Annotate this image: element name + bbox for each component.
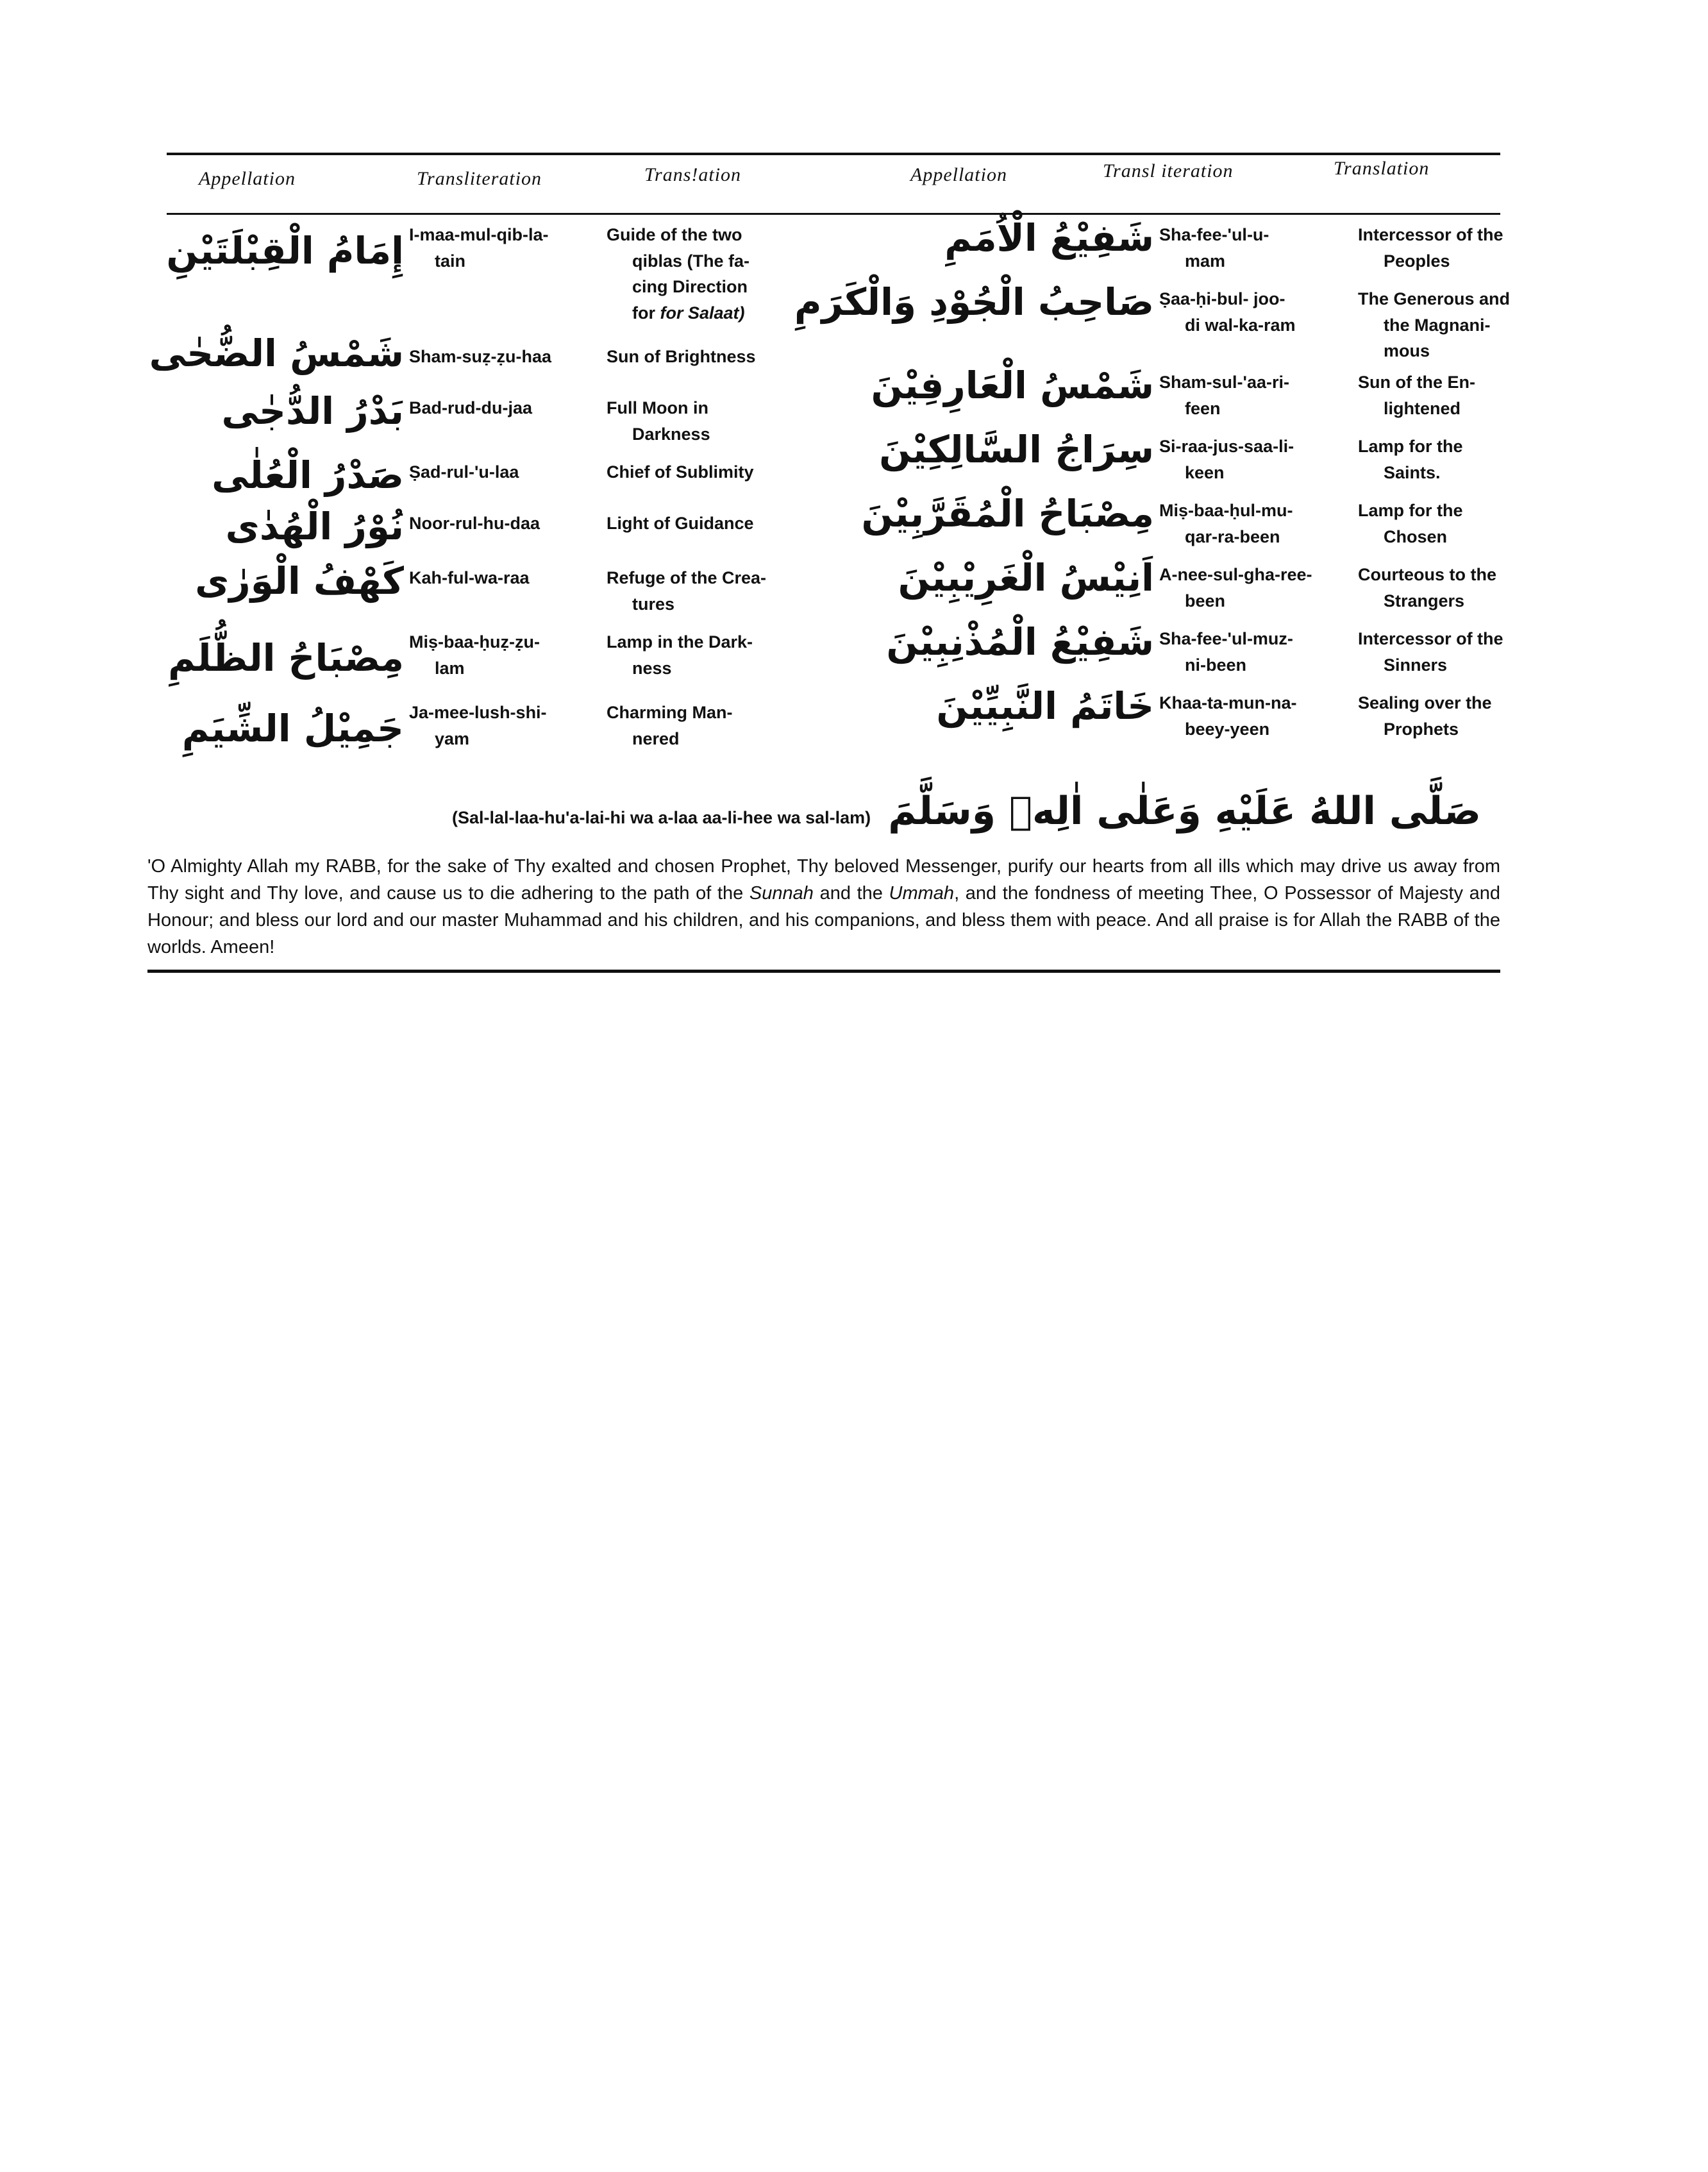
table-row xyxy=(167,455,833,507)
line: Ṣaa-ḥi-bul- joo- xyxy=(1159,289,1285,308)
table-row xyxy=(833,430,1500,494)
document-page xyxy=(147,147,1511,994)
transliteration: Sham-suẓ-ẓu-haa xyxy=(409,347,552,366)
translation: Chief of Sublimity xyxy=(607,462,754,482)
line: Ja-mee-lush-shi- xyxy=(409,703,547,722)
arabic-appellation: اَنِيْسُ الْغَرِيْبِيْنَ xyxy=(898,556,1154,600)
transliteration xyxy=(1159,222,1345,274)
line: Sinners xyxy=(1384,655,1448,675)
line: The Generous and xyxy=(1358,289,1511,308)
closing-salutation xyxy=(147,789,1500,846)
arabic-appellation: شَفِيْعُ الْمُذْنِبِيْنَ xyxy=(886,620,1154,664)
line: Sealing over the xyxy=(1358,693,1492,712)
header-left-transliteration: Transliteration xyxy=(417,168,542,189)
line: Si-raa-jus-saa-li- xyxy=(1159,437,1294,456)
transliteration xyxy=(1159,286,1345,338)
header-right-translation: Translation xyxy=(1334,158,1430,179)
transliteration xyxy=(409,222,582,274)
translation xyxy=(607,565,792,617)
bottom-rule xyxy=(147,970,1500,973)
translation xyxy=(1358,498,1537,550)
prayer-text-italic: Ummah xyxy=(889,883,955,904)
translation xyxy=(607,629,792,681)
table-row xyxy=(167,625,833,696)
line: the Magnani- xyxy=(1384,315,1491,335)
line: Sham-sul-'aa-ri- xyxy=(1159,373,1289,392)
line: Intercessor of the xyxy=(1358,225,1503,244)
line: Chosen xyxy=(1384,526,1448,546)
line: ni-been xyxy=(1185,655,1247,675)
line: tain xyxy=(435,251,466,271)
transliteration xyxy=(409,629,582,681)
table-row xyxy=(794,280,1511,366)
arabic-appellation: مِصْبَاحُ الظُّلَمِ xyxy=(168,636,404,680)
line: Khaa-ta-mun-na- xyxy=(1159,693,1297,712)
line: mam xyxy=(1185,251,1226,271)
translation xyxy=(1358,369,1537,421)
arabic-appellation: بَدْرُ الدُّجٰى xyxy=(221,389,404,433)
arabic-appellation: كَهْفُ الْوَرٰى xyxy=(195,559,404,603)
line: Peoples xyxy=(1384,251,1450,271)
line: Prophets xyxy=(1384,719,1459,739)
transliteration: Kah-ful-wa-raa xyxy=(409,568,530,587)
header-right-transliteration: Transl iteration xyxy=(1103,160,1234,181)
table-row xyxy=(167,218,833,340)
line: Darkness xyxy=(632,424,710,444)
line: ness xyxy=(632,658,672,678)
prayer-paragraph xyxy=(147,853,1500,961)
line-italic: for Salaat) xyxy=(660,303,745,323)
left-column xyxy=(149,218,833,760)
line: Refuge of the Crea- xyxy=(607,568,767,587)
translation xyxy=(1358,690,1537,742)
table-row xyxy=(149,332,833,391)
transliteration xyxy=(409,700,582,752)
translation xyxy=(607,395,792,447)
line: mous xyxy=(1384,341,1430,360)
arabic-appellation: مِصْبَاحُ الْمُقَرَّبِيْنَ xyxy=(861,492,1154,535)
line: Strangers xyxy=(1384,591,1465,610)
line: tures xyxy=(632,594,675,614)
translation xyxy=(1358,434,1537,485)
line: keen xyxy=(1185,462,1225,482)
right-column xyxy=(794,216,1511,750)
transliteration xyxy=(1159,690,1345,742)
line: for for Salaat) xyxy=(632,303,745,323)
arabic-appellation: خَاتَمُ النَّبِيِّيْنَ xyxy=(936,684,1154,728)
transliteration: Bad-rud-du-jaa xyxy=(409,398,532,417)
transliteration: Ṣad-rul-'u-laa xyxy=(409,462,519,482)
line: feen xyxy=(1185,398,1221,418)
line: nered xyxy=(632,728,680,748)
line: Lamp for the xyxy=(1358,501,1463,520)
line: Miṣ-baa-ḥuẓ-ẓu- xyxy=(409,632,540,652)
line: been xyxy=(1185,591,1226,610)
arabic-appellation: شَفِيْعُ الْاُمَمِ xyxy=(944,216,1154,260)
transliteration xyxy=(1159,434,1345,485)
line: Charming Man- xyxy=(607,703,733,722)
table-row xyxy=(833,216,1503,282)
transliteration xyxy=(1159,626,1345,678)
table-row xyxy=(833,558,1500,622)
translation xyxy=(607,222,792,326)
arabic-appellation: جَمِيْلُ الشِّيَمِ xyxy=(181,707,404,750)
line: Lamp for the xyxy=(1358,437,1463,456)
table-header xyxy=(167,156,1500,210)
translation xyxy=(1358,286,1537,364)
line: qiblas (The fa- xyxy=(632,251,750,271)
line: qar-ra-been xyxy=(1185,526,1280,546)
header-left-translation: Trans!ation xyxy=(644,164,742,185)
arabic-appellation: سِرَاجُ السَّالِكِيْنَ xyxy=(879,428,1154,471)
translation xyxy=(1358,562,1537,614)
line: Lamp in the Dark- xyxy=(607,632,753,652)
salutation-arabic: صَلَّى اللهُ عَلَيْهِ وَعَلٰى اٰلِهٖ وَسَلَّمَ xyxy=(888,789,1481,834)
header-left-appellation: Appellation xyxy=(199,168,296,189)
line: Saints. xyxy=(1384,462,1441,482)
transliteration xyxy=(1159,369,1345,421)
transliteration xyxy=(1159,498,1345,550)
line: Sha-fee-'ul-u- xyxy=(1159,225,1269,244)
transliteration xyxy=(1159,562,1345,614)
arabic-appellation: نُوْرُ الْهُدٰى xyxy=(225,505,404,548)
top-rule xyxy=(167,153,1500,155)
salutation-transliteration: (Sal-lal-laa-hu'a-lai-hi wa a-laa aa-li-hee wa sal-lam) xyxy=(452,808,871,827)
line: Guide of the two xyxy=(607,225,742,244)
translation xyxy=(1358,222,1537,274)
table-row xyxy=(167,507,833,561)
translation xyxy=(1358,626,1537,678)
header-right-appellation: Appellation xyxy=(910,164,1007,185)
arabic-appellation: صَدْرُ الْعُلٰى xyxy=(212,453,404,497)
transliteration: Noor-rul-hu-daa xyxy=(409,514,540,533)
translation: Light of Guidance xyxy=(607,514,754,533)
header-rule xyxy=(167,213,1500,215)
translation: Sun of Brightness xyxy=(607,347,756,366)
line: Sun of the En- xyxy=(1358,373,1475,392)
line: Miṣ-baa-ḥul-mu- xyxy=(1159,501,1293,520)
arabic-appellation: صَاحِبُ الْجُوْدِ وَالْكَرَمِ xyxy=(794,280,1154,324)
line: lightened xyxy=(1384,398,1461,418)
table-row xyxy=(167,391,833,455)
line: beey-yeen xyxy=(1185,719,1270,739)
line: lam xyxy=(435,658,465,678)
line: Courteous to the xyxy=(1358,565,1496,584)
prayer-text: , and the fondness of meeting Thee, O Possessor of Majesty and Honour; and bless our lord and our master Muhammad and his children, and his companions, and bless them with peace. And all praise is for Allah the RABB of the worlds. Ameen! xyxy=(147,883,1500,958)
arabic-appellation: شَمْسُ الْعَارِفِيْنَ xyxy=(871,364,1154,407)
prayer-text: and the xyxy=(813,883,889,904)
table-row xyxy=(833,620,1503,686)
arabic-appellation: شَمْسُ الضُّحٰى xyxy=(149,332,404,375)
table-row xyxy=(167,561,833,625)
line: Intercessor of the xyxy=(1358,629,1503,648)
line: A-nee-sul-gha-ree- xyxy=(1159,565,1312,584)
line: di wal-ka-ram xyxy=(1185,315,1296,335)
line: Full Moon in xyxy=(607,398,708,417)
table-row xyxy=(833,494,1500,558)
line: cing Direction xyxy=(632,277,748,296)
prayer-text-italic: Sunnah xyxy=(749,883,814,904)
line: I-maa-mul-qib-la- xyxy=(409,225,549,244)
line: Sha-fee-'ul-muz- xyxy=(1159,629,1293,648)
prayer-text: 'O Almighty Allah my RABB, for the sake of Thy exalted and chosen Prophet, Thy beloved Messenger, purify our hearts from all ills which may drive us away from Thy sight and Thy love, and cause us to die adhering to the path of the xyxy=(147,856,1500,904)
line: yam xyxy=(435,728,470,748)
table-row xyxy=(167,696,833,760)
table-row xyxy=(833,686,1500,750)
table-row xyxy=(833,366,1500,430)
translation xyxy=(607,700,792,752)
arabic-appellation: إِمَامُ الْقِبْلَتَيْنِ xyxy=(166,229,404,273)
